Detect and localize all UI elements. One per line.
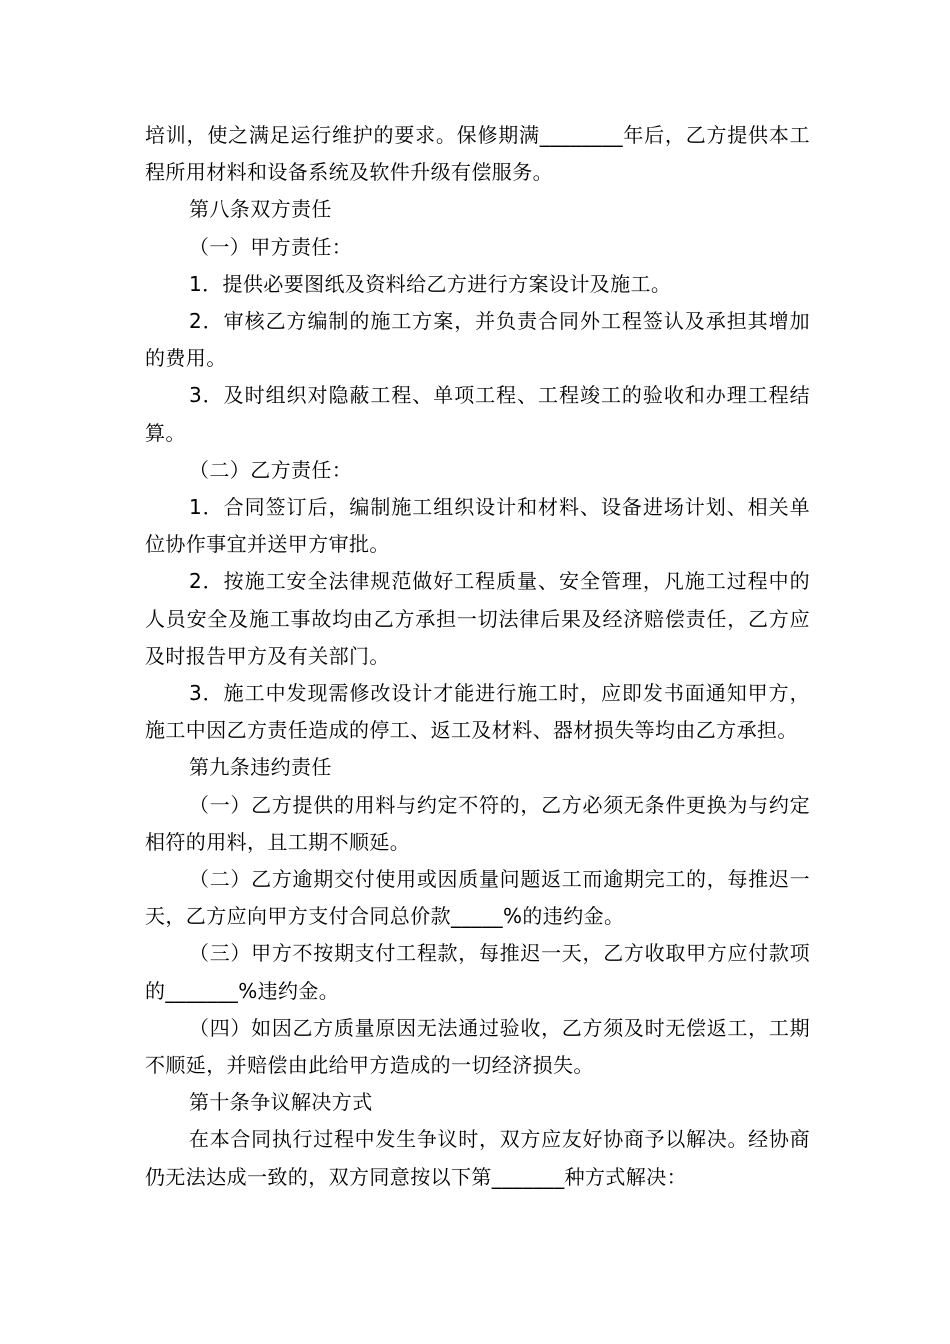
subheading-party-b: （二）乙方责任： xyxy=(189,457,353,482)
clause-a-1: 1．提供必要图纸及资料给乙方进行方案设计及施工。 xyxy=(189,271,672,296)
heading-article-10: 第十条争议解决方式 xyxy=(189,1090,373,1115)
clause-b-3: 3．施工中发现需修改设计才能进行施工时，应即发书面通知甲方，施工中因乙方责任造成的停工、返工及材料、器材损失等均由乙方承担。 xyxy=(145,681,810,743)
clause-a-2: 2．审核乙方编制的施工方案，并负责合同外工程签认及承担其增加的费用。 xyxy=(145,309,810,371)
clause-breach-4: （四）如因乙方质量原因无法通过验收，乙方须及时无偿返工，工期不顺延，并赔偿由此给甲方造成的一切经济损失。 xyxy=(145,1015,810,1078)
heading-article-8: 第八条双方责任 xyxy=(189,197,332,222)
clause-b-2: 2．按施工安全法律规范做好工程质量、安全管理，凡施工过程中的人员安全及施工事故均由乙方承担一切法律后果及经济赔偿责任，乙方应及时报告甲方及有关部门。 xyxy=(145,569,810,668)
clause-b-1: 1．合同签订后，编制施工组织设计和材料、设备进场计划、相关单位协作事宜并送甲方审批。 xyxy=(145,495,810,557)
clause-breach-3: （三）甲方不按期支付工程款，每推迟一天，乙方收取甲方应付款项的_______%违约金。 xyxy=(145,941,810,1003)
subheading-party-a: （一）甲方责任： xyxy=(189,234,353,259)
clause-breach-2: （二）乙方逾期交付使用或因质量问题返工而逾期完工的，每推迟一天，乙方应向甲方支付合同总价款_____%的违约金。 xyxy=(145,867,810,929)
clause-dispute: 在本合同执行过程中发生争议时，双方应友好协商予以解决。经协商仍无法达成一致的，双方同意按以下第_______种方式解决： xyxy=(145,1127,810,1189)
paragraph-warranty-upgrade: 培训，使之满足运行维护的要求。保修期满________年后，乙方提供本工程所用材料和设备系统及软件升级有偿服务。 xyxy=(145,123,810,185)
heading-article-9: 第九条违约责任 xyxy=(189,755,332,780)
clause-a-3: 3．及时组织对隐蔽工程、单项工程、工程竣工的验收和办理工程结算。 xyxy=(145,383,810,445)
document-body xyxy=(145,117,810,1196)
clause-breach-1: （一）乙方提供的用料与约定不符的，乙方必须无条件更换为与约定相符的用料，且工期不顺延。 xyxy=(145,792,810,854)
